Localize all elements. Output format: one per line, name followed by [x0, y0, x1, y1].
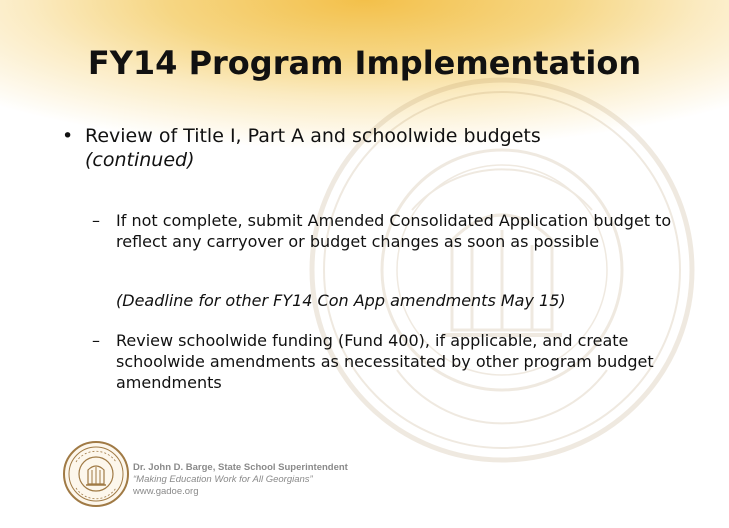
deadline-note: (Deadline for other FY14 Con App amendments May 15)	[116, 291, 566, 310]
main-bullet-suffix: (continued)	[85, 149, 195, 171]
superintendent-name: Dr. John D. Barge, State School Superintendent	[133, 462, 348, 473]
footer-url[interactable]: www.gadoe.org	[133, 486, 199, 497]
footer-motto: “Making Education Work for All Georgians”	[133, 474, 313, 485]
main-bullet-text	[85, 124, 685, 172]
dash-marker: –	[92, 211, 100, 230]
education-seal-icon	[62, 440, 130, 508]
main-bullet-label: Review of Title I, Part A and schoolwide budgets	[85, 125, 541, 147]
slide-title: FY14 Program Implementation	[87, 44, 642, 82]
sub-item-text: If not complete, submit Amended Consolidated Application budget to reflect any carryover or budget changes as soon as possible	[116, 211, 672, 251]
bullet-marker: •	[62, 125, 74, 147]
footer	[133, 462, 348, 498]
sub-item-text: Review schoolwide funding (Fund 400), if applicable, and create schoolwide amendments as necessitated by other program budget amendments	[116, 331, 654, 392]
dash-marker: –	[92, 331, 100, 350]
